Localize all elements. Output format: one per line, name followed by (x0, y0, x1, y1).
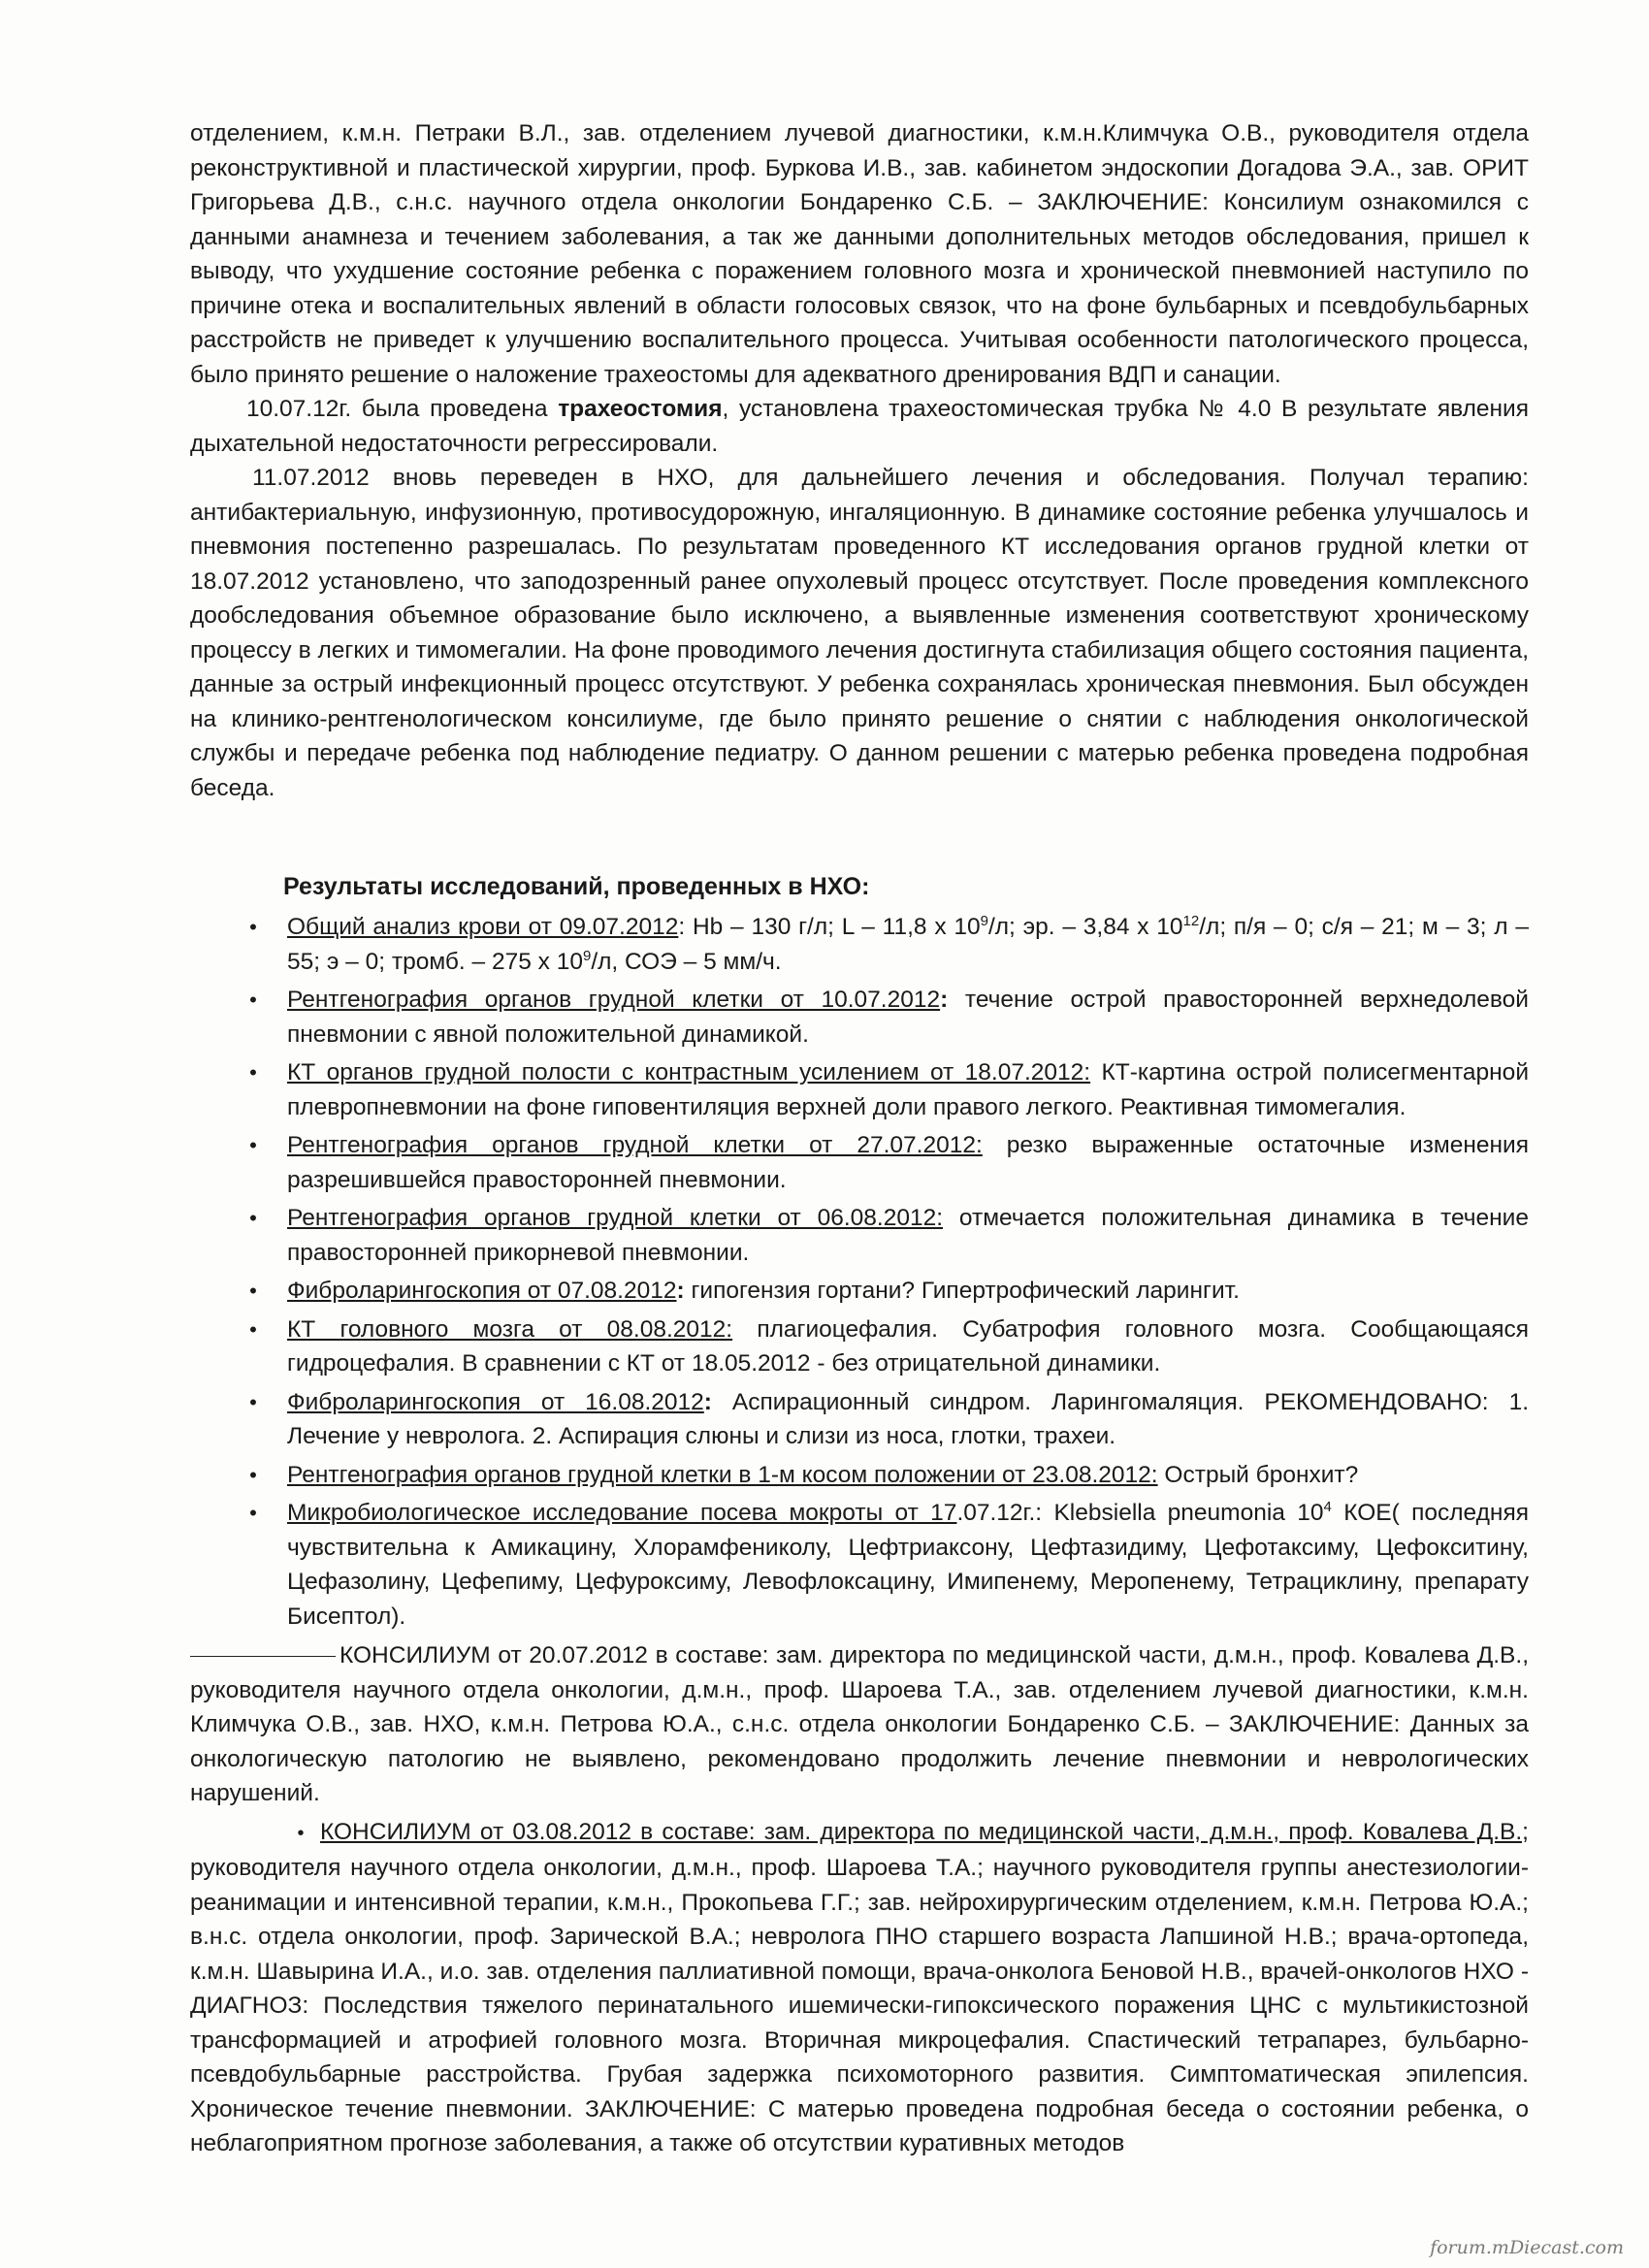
result-title: Рентгенография органов грудной клетки в 1-м косом положении от 23.08.2012: (287, 1461, 1158, 1488)
result-sup: 9 (582, 947, 592, 964)
result-text: Аспирационный синдром. Ларингомаляция. РЕКОМЕНДОВАНО: 1. Лечение у невролога. 2. Аспирация слюны и слизи из носа, глотки, трахеи. (287, 1388, 1530, 1449)
result-title: Фиброларингоскопия от 07.08.2012 (287, 1278, 677, 1304)
result-item (239, 1458, 1529, 1493)
result-sep: : (676, 1278, 692, 1304)
result-item (239, 1312, 1529, 1381)
result-sep: : (940, 987, 965, 1013)
result-text: плагиоцефалия. Субатрофия головного мозга. Сообщающаяся гидроцефалия. В сравнении с КТ от 18.05.2012 - без отрицательной динамики. (287, 1315, 1529, 1377)
consilium-1-title: КОНСИЛИУМ от 20.07.2012 (340, 1642, 648, 1669)
paragraph-treatment: 11.07.2012 вновь переведен в НХО, для дальнейшего лечения и обследования. Получал терапию: антибактериальную, инфузионную, противосудорожную, ингаляционную. В динамике состояние ребенка улучшалось и пневмония постепенно разрешалась. По результатам проведенного КТ исследования органов грудной клетки от 18.07.2012 установлено, что заподозренный ранее опухолевый процесс отсутствует. После проведения комплексного дообследования объемное образование было исключено, а выявленные изменения соответствуют хроническому процессу в легких и тимомегалии. На фоне проводимого лечения достигнута стабилизация общего состояния пациента, данные за острый инфекционный процесс отсутствуют. У ребенка сохранялась хроническая пневмония. Был обсужден на клинико-рентгенологическом консилиуме, где было принято решение о снятии с наблюдения онкологической службы и передаче ребенка под наблюдение педиатру. О данном решении с матерью ребенка проведена подробная беседа. (190, 465, 1529, 801)
watermark: forum.mDiecast.com (1430, 2237, 1624, 2258)
result-item (239, 910, 1529, 979)
consilium-2-title: КОНСИЛИУМ от 03.08.2012 в составе: зам. директора по медицинской части, д.м.н., проф. Ковалева Д.В.; (320, 1818, 1529, 1845)
result-item (239, 1274, 1529, 1309)
bullet-icon: • (249, 1462, 257, 1487)
result-item (239, 983, 1529, 1052)
result-title: КТ органов грудной полости с контрастным усилением от 18.07.2012: (287, 1059, 1091, 1085)
consilium-1-text: в составе: зам. директора по медицинской части, д.м.н., проф. Ковалева Д.В., руководителя научного отдела онкологии, д.м.н., проф. Шароева Т.А., зав. отделением лучевой диагностики, к.м.н. Климчука О.В., зав. НХО, к.м.н. Петрова Ю.А., с.н.с. отдела онкологии Бондаренко С.Б. – ЗАКЛЮЧЕНИЕ: Данных за онкологическую патологию не выявлено, рекомендовано продолжить лечение пневмонии и неврологических нарушений. (190, 1642, 1529, 1806)
result-sep (983, 1132, 1007, 1158)
result-text: Hb – 130 г/л; L – 11,8 х 10 (692, 914, 981, 940)
bullet-icon: • (249, 1316, 257, 1342)
bullet-icon: • (249, 1501, 257, 1525)
consilium-2-text: руководителя научного отдела онкологии, д.м.н., проф. Шароева Т.А.; научного руководителя группы анестезиологии-реанимации и интенсивной терапии, к.м.н., Прокопьева Г.Г.; зав. нейрохирургическим отделением, к.м.н. Петрова Ю.А.; в.н.с. отдела онкологии, проф. Зарической В.А.; невролога ПНО старшего возраста Лапшиной Н.В.; врача-ортопеда, к.м.н. Шавырина И.А., и.о. зав. отделения паллиативной помощи, врача-онколога Беновой Н.В., врачей-онкологов НХО - ДИАГНОЗ: Последствия тяжелого перинатального ишемически-гипоксического поражения ЦНС с мультикистозной трансформацией и атрофией головного мозга. Вторичная микроцефалия. Спастический тетрапарез, бульбарно-псевдобульбарные расстройства. Грубая задержка психомоторного развития. Симптоматическая эпилепсия. Хроническое течение пневмонии. ЗАКЛЮЧЕНИЕ: С матерью проведена подробная беседа о состоянии ребенка, о неблагоприятном прогнозе заболевания, а также об отсутствии куративных методов (190, 1855, 1529, 2156)
result-sep (943, 1205, 959, 1231)
result-title: КТ головного мозга от 08.08.2012: (287, 1315, 733, 1343)
bullet-icon: • (249, 1133, 257, 1157)
result-item (239, 1055, 1529, 1124)
result-text: Klebsiella pneumonia 10 (1053, 1500, 1324, 1526)
tracheostomy-text-post: , установлена трахеостомическая трубка № 4.0 В результате явления дыхательной недостаточности регрессировали. (190, 396, 1529, 457)
blank-line (190, 1656, 336, 1657)
result-sup: 4 (1323, 1498, 1332, 1515)
result-sep (1090, 1059, 1101, 1085)
result-text: гипогензия гортани? Гипертрофический ларингит. (691, 1278, 1240, 1304)
result-title: Фиброларингоскопия от 16.08.2012 (287, 1388, 704, 1415)
result-text: течение острой правосторонней верхнедолевой пневмонии с явной положительной динамикой. (287, 987, 1529, 1048)
result-sep: .07.12г.: (956, 1500, 1054, 1526)
tracheostomy-text-pre: 10.07.12г. была проведена (246, 396, 559, 422)
result-text: /л; п/я – 0; с/я – 21; м – 3; л – 55; э – 0; тромб. – 275 х 10 (287, 914, 1529, 975)
bullet-icon: • (249, 1389, 257, 1414)
results-list (239, 910, 1529, 1637)
consilium-1 (190, 1638, 1529, 1811)
result-item (239, 1496, 1529, 1634)
consilium-2 (190, 1815, 1529, 2161)
result-item (239, 1128, 1529, 1197)
bullet-icon: • (249, 1060, 257, 1085)
tracheostomy-bold: трахеостомия (558, 396, 723, 422)
result-sep (732, 1316, 757, 1343)
result-item (239, 1201, 1529, 1270)
result-title: Микробиологическое исследование посева мокроты от 17 (287, 1500, 957, 1526)
result-item (239, 1385, 1529, 1454)
result-title: Общий анализ крови от 09.07.2012 (287, 914, 679, 940)
result-sep: : (703, 1388, 732, 1415)
bullet-icon: • (249, 988, 257, 1012)
bullet-icon: • (249, 1279, 257, 1303)
bullet-icon: • (249, 1206, 257, 1230)
result-text: /л; эр. – 3,84 х 10 (987, 914, 1183, 940)
consilium-section (190, 1638, 1529, 2161)
result-title: Рентгенография органов грудной клетки от 27.07.2012: (287, 1132, 983, 1158)
bullet-icon: • (297, 1822, 305, 1844)
result-sep: : (678, 914, 693, 940)
result-title: Рентгенография органов грудной клетки от 10.07.2012 (287, 987, 941, 1013)
bullet-icon: • (249, 915, 257, 939)
result-text: резко выраженные остаточные изменения разрешившейся правосторонней пневмонии. (287, 1132, 1529, 1193)
paragraph-1: отделением, к.м.н. Петраки В.Л., зав. отделением лучевой диагностики, к.м.н.Климчука О.В., руководителя отдела реконструктивной и пластической хирургии, проф. Буркова И.В., зав. кабинетом эндоскопии Догадова Э.А., зав. ОРИТ Григорьева Д.В., с.н.с. научного отдела онкологии Бондаренко С.Б. – ЗАКЛЮЧЕНИЕ: Консилиум ознакомился с данными анамнеза и течением заболевания, а так же данными дополнительных методов обследования, пришел к выводу, что ухудшение состояние ребенка с поражением головного мозга и хронической пневмонией наступило по причине отека и воспалительных явлений в области голосовых связок, что на фоне бульбарных и псевдобульбарных расстройств не приведет к улучшению воспалительного процесса. Учитывая особенности патологического процесса, было принято решение о наложение трахеостомы для адекватного дренирования ВДП и санации. (190, 120, 1529, 388)
results-heading: Результаты исследований, проведенных в НХО: (283, 873, 870, 900)
result-sup: 9 (980, 912, 988, 929)
result-text: Острый бронхит? (1164, 1461, 1359, 1488)
result-title: Рентгенография органов грудной клетки от 06.08.2012: (287, 1205, 944, 1231)
result-text: отмечается положительная динамика в течение правосторонней прикорневой пневмонии. (287, 1205, 1529, 1266)
result-sup: 12 (1182, 912, 1200, 929)
paragraph-tracheostomy (190, 392, 1529, 461)
result-text: /л, СОЭ – 5 мм/ч. (591, 948, 782, 975)
paragraph-consilium-conclusion (190, 116, 1529, 805)
result-text: КТ-картина острой полисегментарной плевропневмонии на фоне гиповентиляция верхней доли правого легкого. Реактивная тимомегалия. (287, 1059, 1529, 1120)
result-text: КОЕ( последняя чувствительна к Амикацину, Хлорамфениколу, Цефтриаксону, Цефтазидиму, Цефотаксиму, Цефокситину, Цефазолину, Цефепиму, Цефуроксиму, Левофлоксацину, Имипенему, Меропенему, Тетрациклину, препарату Бисептол). (287, 1500, 1529, 1630)
